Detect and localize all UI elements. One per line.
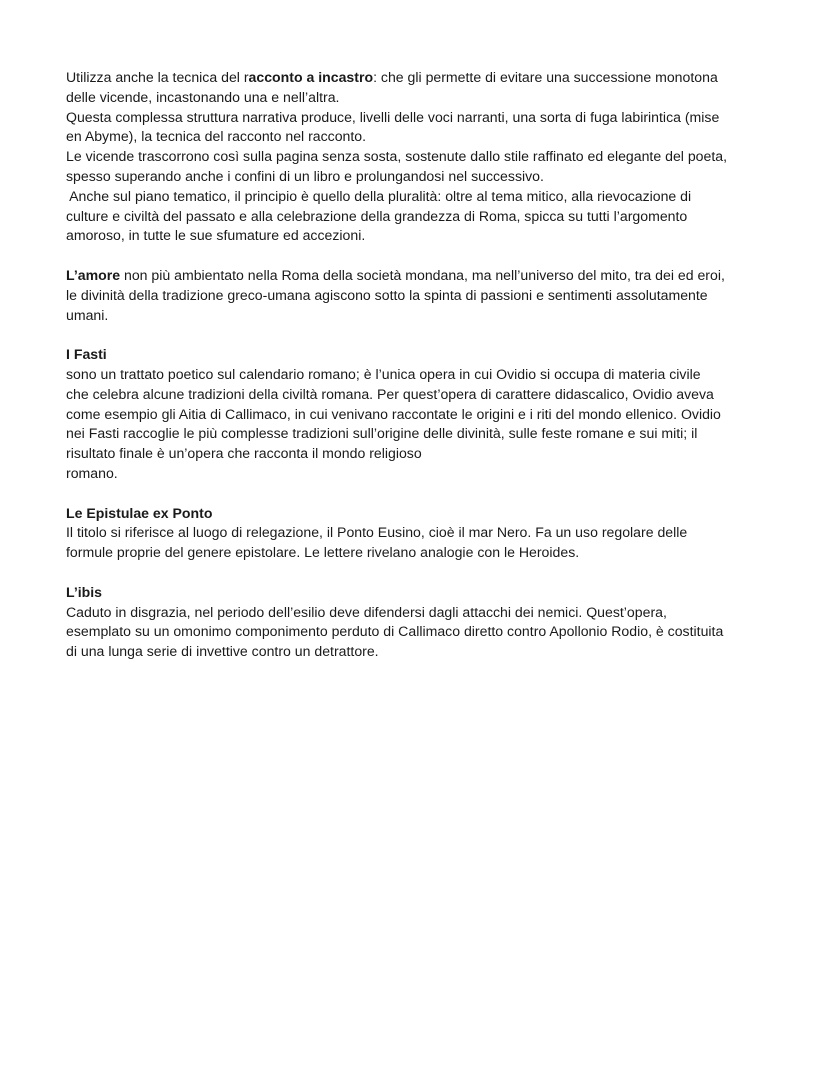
fasti-line-5: risultato finale è un’opera che racconta il mondo religioso — [66, 445, 422, 462]
ibis-line-2: esemplato su un omonimo componimento perduto di Callimaco diretto contro Apollonio Rodio, è costituita — [66, 623, 724, 640]
intro-line-1 — [66, 68, 772, 88]
paragraph-spacer — [66, 563, 772, 583]
intro-line-5: Le vicende trascorrono così sulla pagina senza sosta, sostenute dallo stile raffinato ed elegante del poeta, — [66, 148, 728, 165]
amore-bold-term: L’amore — [66, 266, 121, 283]
fasti-line-1: sono un trattato poetico sul calendario romano; è l’unica opera in cui Ovidio si occupa di materia civile — [66, 365, 701, 382]
amore-line-3: umani. — [66, 306, 109, 323]
intro-line-7: Anche sul piano tematico, il principio è quello della pluralità: oltre al tema mitico, alla rievocazione di — [66, 187, 692, 204]
fasti-section — [66, 345, 772, 484]
fasti-line-3: come esempio gli Aitia di Callimaco, in cui venivano raccontate le origini e i riti del mondo ellenico. Ovidio — [66, 405, 721, 422]
intro-line-8: culture e civiltà del passato e alla celebrazione della grandezza di Roma, spicca su tutti l’argomento — [66, 207, 688, 224]
fasti-line-2: che celebra alcune tradizioni della civiltà romana. Per quest’opera di carattere didascalico, Ovidio aveva — [66, 385, 714, 402]
ibis-section — [66, 583, 772, 662]
epistulae-heading: Le Epistulae ex Ponto — [66, 504, 213, 521]
ibis-heading: L’ibis — [66, 583, 103, 600]
epistulae-line-1: Il titolo si riferisce al luogo di relegazione, il Ponto Eusino, cioè il mar Nero. Fa un uso regolare delle — [66, 524, 688, 541]
amore-line-2: le divinità della tradizione greco-umana agiscono sotto la spinta di passioni e sentimenti assolutamente — [66, 286, 708, 303]
ibis-line-1: Caduto in disgrazia, nel periodo dell’esilio deve difendersi dagli attacchi dei nemici. Quest’opera, — [66, 603, 667, 620]
intro-line-4: en Abyme), la tecnica del racconto nel racconto. — [66, 128, 367, 145]
fasti-heading: I Fasti — [66, 346, 107, 363]
document-body — [66, 68, 772, 662]
epistulae-section — [66, 504, 772, 563]
intro-line-3: Questa complessa struttura narrativa produce, livelli delle voci narranti, una sorta di fuga labirintica (mise — [66, 108, 720, 125]
intro-line-9: amoroso, in tutte le sue sfumature ed accezioni. — [66, 227, 366, 244]
fasti-line-4: nei Fasti raccoglie le più complesse tradizioni sull’origine delle divinità, sulle feste romane e sui miti; il — [66, 425, 698, 442]
amore-line-1-rest: non più ambientato nella Roma della società mondana, ma nell’universo del mito, tra dei ed eroi, — [120, 266, 725, 283]
epistulae-line-2: formule proprie del genere epistolare. Le lettere rivelano analogie con le Heroides. — [66, 544, 580, 561]
fasti-line-6: romano. — [66, 464, 118, 481]
ibis-line-3: di una lunga serie di invettive contro un detrattore. — [66, 643, 379, 660]
paragraph-spacer — [66, 484, 772, 504]
intro-line-1-end: : che gli permette di evitare una successione monotona — [373, 69, 718, 85]
intro-line-2: delle vicende, incastonando una e nell’altra. — [66, 88, 340, 105]
amore-line-1 — [66, 266, 772, 286]
intro-line-1-start: Utilizza anche la tecnica del r — [66, 69, 249, 85]
paragraph-spacer — [66, 325, 772, 345]
intro-line-6: spesso superando anche i confini di un libro e prolungandosi nel successivo. — [66, 167, 544, 184]
racconto-a-incastro-bold: acconto a incastro — [248, 69, 374, 85]
paragraph-spacer — [66, 246, 772, 266]
intro-paragraph — [66, 68, 772, 246]
amore-paragraph — [66, 266, 772, 325]
